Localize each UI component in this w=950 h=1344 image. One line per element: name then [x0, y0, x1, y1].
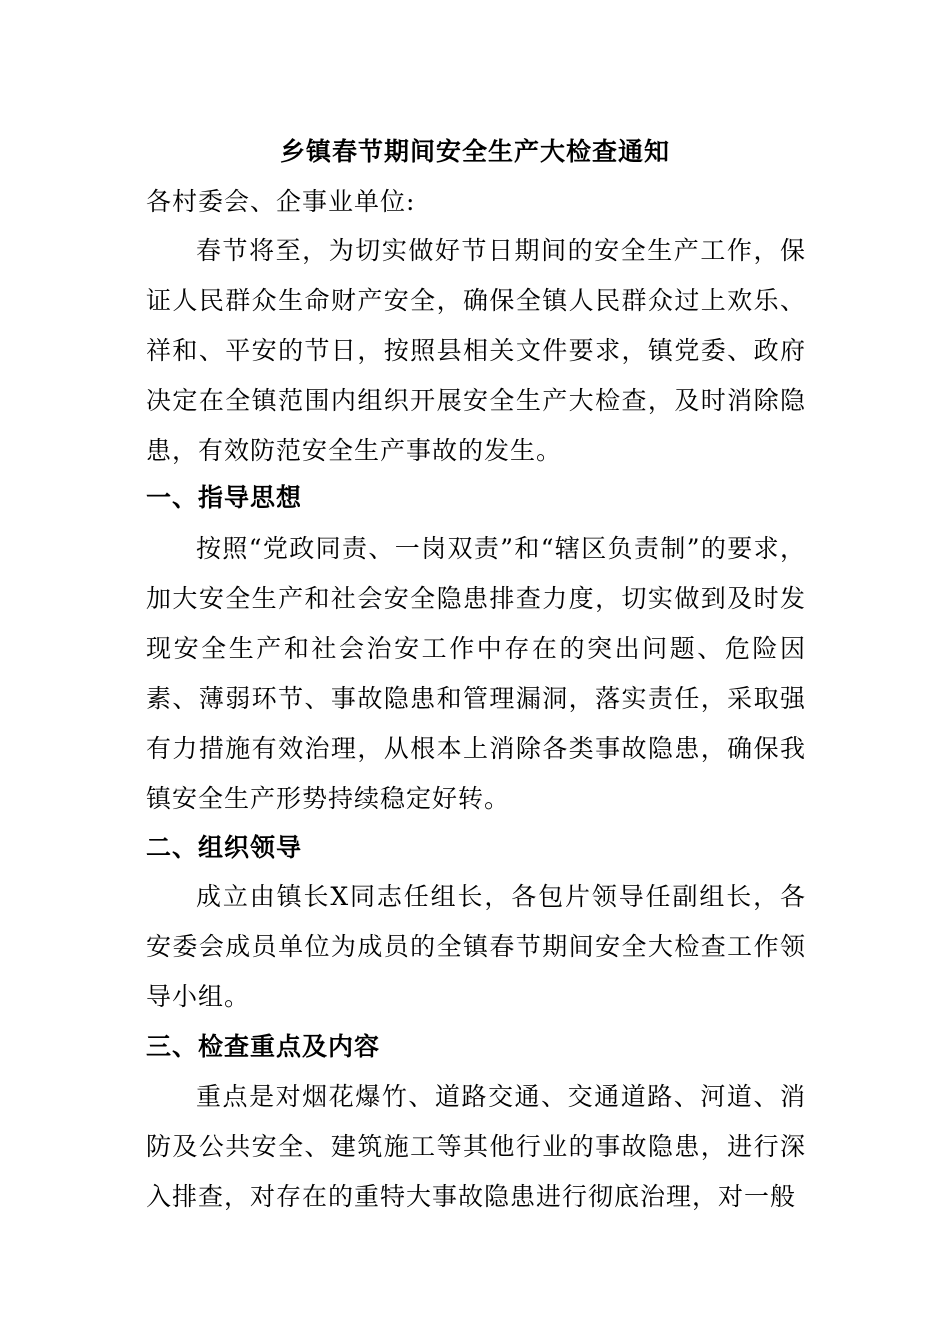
- section-heading-guiding-ideology: 一、指导思想: [146, 483, 303, 512]
- section-heading-inspection-focus: 三、检查重点及内容: [146, 1032, 381, 1061]
- section-body-organization: 成立由镇长X同志任组长，各包片领导任副组长，各安委会成员单位为成员的全镇春节期间安全大检查工作领导小组。: [146, 882, 806, 1011]
- intro-paragraph: 春节将至，为切实做好节日期间的安全生产工作，保证人民群众生命财产安全，确保全镇人民群众过上欢乐、祥和、平安的节日，按照县相关文件要求，镇党委、政府决定在全镇范围内组织开展安全生产大检查，及时消除隐患，有效防范安全生产事故的发生。: [146, 236, 806, 465]
- salutation: 各村委会、企事业单位:: [146, 187, 416, 216]
- section-body-inspection-focus: 重点是对烟花爆竹、道路交通、交通道路、河道、消防及公共安全、建筑施工等其他行业的事故隐患，进行深入排查，对存在的重特大事故隐患进行彻底治理，对一般: [146, 1082, 806, 1211]
- section-body-guiding-ideology: 按照“党政同责、一岗双责”和“辖区负责制”的要求，加大安全生产和社会安全隐患排查力度，切实做到及时发现安全生产和社会治安工作中存在的突出问题、危险因素、薄弱环节、事故隐患和管理漏洞，落实责任，采取强有力措施有效治理，从根本上消除各类事故隐患，确保我镇安全生产形势持续稳定好转。: [146, 534, 806, 813]
- section-heading-organization: 二、组织领导: [146, 833, 303, 862]
- document-title: 乡镇春节期间安全生产大检查通知: [279, 137, 670, 166]
